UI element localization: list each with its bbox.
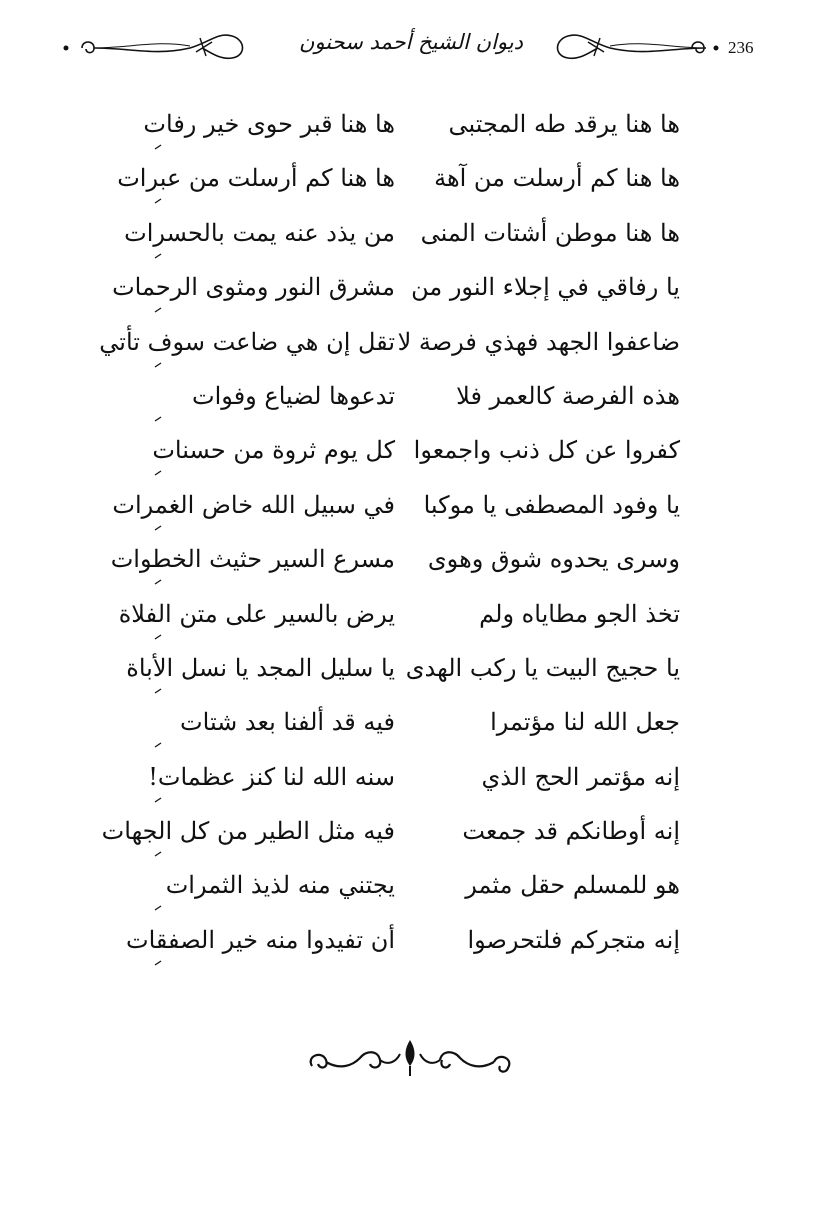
verse-second-hemistich: كل يوم ثروة من حسنات [152, 436, 395, 465]
verse-end-mark [154, 634, 162, 640]
verse-end-mark [154, 253, 162, 259]
verse [150, 865, 680, 919]
verse-second-hemistich: في سبيل الله خاض الغمرات [112, 490, 395, 519]
verse [124, 213, 680, 267]
verse [150, 376, 680, 430]
scroll-flourish-icon [60, 26, 260, 70]
verse-first-hemistich: وسرى يحدوه شوق وهوى [427, 545, 680, 574]
verse [150, 430, 680, 484]
verse [150, 757, 680, 811]
verse-second-hemistich: أن تفيدوا منه خير الصفقات [126, 925, 395, 954]
page-number: 236 [728, 38, 754, 57]
verse-end-mark [154, 362, 162, 368]
verse-end-mark [154, 198, 162, 204]
verse-second-hemistich: من يذد عنه يمت بالحسرات [124, 218, 395, 247]
verse [112, 485, 680, 539]
verse-second-hemistich: فيه قد ألفنا بعد شتات [180, 708, 395, 737]
verse-first-hemistich: تخذ الجو مطاياه ولم [479, 599, 680, 628]
verse-end-mark [154, 688, 162, 694]
verse-end-mark [154, 905, 162, 911]
verse [126, 648, 680, 702]
verse-end-mark [154, 797, 162, 803]
verse-first-hemistich: إنه أوطانكم قد جمعت [462, 817, 680, 846]
verse-first-hemistich: ها هنا يرقد طه المجتبى [448, 110, 680, 138]
verse [110, 539, 680, 593]
verse-first-hemistich: كفروا عن كل ذنب واجمعوا [413, 436, 680, 465]
verse-second-hemistich: ها هنا قبر حوى خير رفات [143, 110, 395, 138]
verse-first-hemistich: هو للمسلم حقل مثمر [465, 871, 680, 900]
verse-second-hemistich: تقل إن هي ضاعت سوف تأتي [99, 327, 395, 356]
verse-second-hemistich: يا سليل المجد يا نسل الأباة [126, 653, 395, 682]
verse-second-hemistich: ها هنا كم أرسلت من عبرات [117, 164, 395, 193]
page-header [0, 24, 822, 74]
verse-second-hemistich: سنه الله لنا كنز عظمات! [148, 762, 395, 791]
verse-second-hemistich: مشرق النور ومثوى الرحمات [112, 273, 395, 302]
verse-end-mark [154, 144, 162, 150]
verse-first-hemistich: يا حجيج البيت يا ركب الهدى [405, 653, 680, 682]
verse [99, 322, 680, 376]
verse-end-mark [154, 525, 162, 531]
verse-first-hemistich: ها هنا موطن أشتات المنى [420, 218, 680, 247]
verse-second-hemistich: يرض بالسير على متن الفلاة [118, 599, 395, 628]
verse-first-hemistich: ضاعفوا الجهد فهذي فرصة لا [397, 327, 680, 356]
verse-second-hemistich: فيه مثل الطير من كل الجهات [101, 817, 395, 846]
verse-end-mark [154, 416, 162, 422]
verse-first-hemistich: هذه الفرصة كالعمر فلا [456, 381, 680, 410]
poem [99, 104, 680, 974]
scroll-flourish-icon [540, 26, 720, 70]
verse-end-mark [154, 851, 162, 857]
verse [112, 267, 680, 321]
verse-first-hemistich: يا رفاقي في إجلاء النور من [411, 273, 680, 302]
verse-second-hemistich: يجتني منه لذيذ الثمرات [165, 871, 395, 900]
verse-end-mark [154, 742, 162, 748]
verse-end-mark [154, 307, 162, 313]
verse [117, 158, 680, 212]
verse-end-mark [154, 470, 162, 476]
verse [126, 920, 680, 974]
verse-end-mark [154, 960, 162, 966]
fleuron-divider-icon [300, 1036, 520, 1082]
verse [143, 104, 680, 158]
verse-first-hemistich: جعل الله لنا مؤتمرا [490, 708, 680, 737]
verse-first-hemistich: يا وفود المصطفى يا موكبا [423, 490, 680, 519]
book-title: ديوان الشيخ أحمد سحنون [299, 30, 523, 54]
verse [150, 702, 680, 756]
verse-end-mark [154, 579, 162, 585]
verse [101, 811, 680, 865]
verse [118, 594, 680, 648]
verse-first-hemistich: ها هنا كم أرسلت من آهة [434, 164, 680, 193]
verse-second-hemistich: مسرع السير حثيث الخطوات [110, 545, 395, 574]
verse-first-hemistich: إنه متجركم فلتحرصوا [467, 925, 680, 954]
verse-second-hemistich: تدعوها لضياع وفوات [192, 381, 395, 410]
verse-first-hemistich: إنه مؤتمر الحج الذي [481, 762, 680, 791]
